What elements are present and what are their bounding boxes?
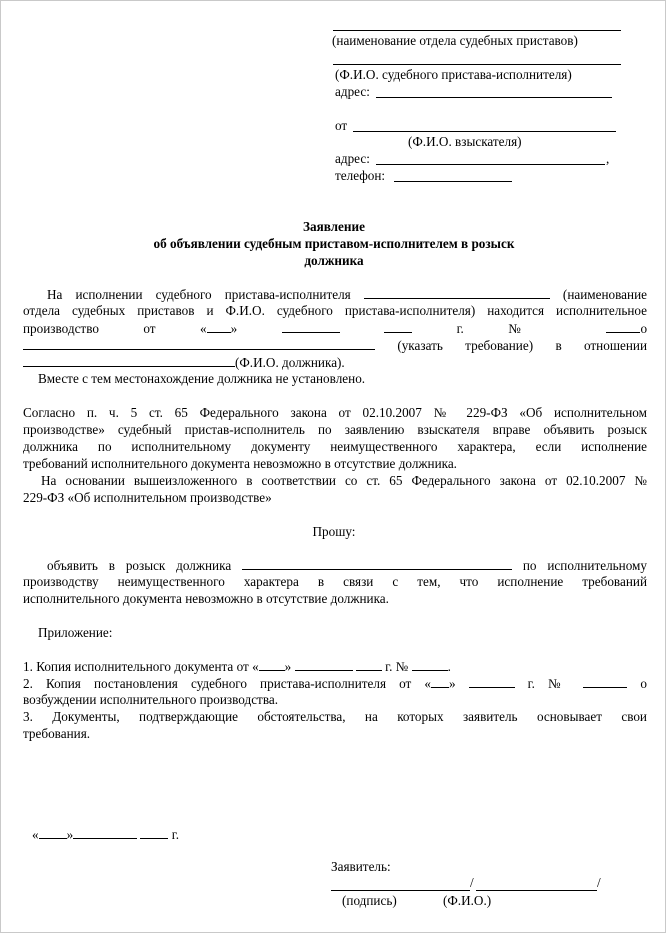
att1-year-blank	[356, 658, 382, 671]
att1-number-blank	[412, 658, 448, 671]
case-number-blank	[606, 320, 640, 333]
claimant-caption: (Ф.И.О. взыскателя)	[408, 134, 522, 149]
claimant-address-label: адрес:	[335, 151, 370, 166]
dept-name-line	[333, 30, 621, 31]
document-title-line1: Заявление	[303, 219, 365, 234]
signature-caption: (подпись)	[342, 893, 397, 908]
para3-line4: требований исполнительного документа невозможно в отсутствие должника.	[23, 456, 457, 471]
date-month-blank	[73, 826, 137, 839]
phone-line	[394, 181, 512, 182]
name-caption: (Ф.И.О.)	[443, 893, 492, 908]
month-blank	[282, 320, 340, 333]
bailiff-caption: (Ф.И.О. судебного пристава-исполнителя)	[335, 67, 572, 82]
request-line3: исполнительного документа невозможно в отсутствие должника.	[23, 591, 389, 606]
date-day-blank	[39, 826, 67, 839]
document-title-line2: об объявлении судебным приставом-исполнителем в розыск	[153, 236, 515, 251]
requirement-blank	[23, 337, 375, 350]
bailiff-blank	[364, 286, 550, 299]
signature-line	[331, 890, 470, 891]
attachment-item2-line2: возбуждении исполнительного производства.	[23, 692, 279, 707]
signature-slash-left: /	[470, 875, 474, 890]
para4-line2: 229-ФЗ «Об исполнительном производстве»	[23, 490, 272, 505]
name-line	[476, 890, 597, 891]
para3-line3: должника по исполнительному документу неимущественного характера, если исполнение	[23, 439, 647, 454]
request-line2: производству неимущественного характера в связи с тем, что исполнение требований	[23, 574, 647, 589]
request-heading: Прошу:	[312, 524, 356, 539]
para2: Вместе с тем местонахождение должника не установлено.	[38, 371, 366, 386]
para4-line1: На основании вышеизложенного в соответствии со ст. 65 Федерального закона от 02.10.2007 №	[41, 473, 647, 488]
att2-month-blank	[469, 675, 515, 688]
year-blank	[384, 320, 412, 333]
attachment-item3-line1: 3. Документы, подтверждающие обстоятельства, на которых заявитель основывает свои	[23, 709, 647, 724]
from-label: от	[335, 118, 348, 133]
att1-month-blank	[295, 658, 353, 671]
att2-day-blank	[431, 675, 449, 688]
attachment-item2-line1: 2. Копия постановления судебного пристава-исполнителя от « » г. № о	[23, 676, 648, 691]
para3-line2: производстве» судебный пристав-исполнитель по заявлению взыскателя вправе объявить розыск	[23, 422, 647, 437]
signature-slash-right: /	[597, 875, 601, 890]
address-comma: ,	[606, 151, 610, 166]
attachment-item1: 1. Копия исполнительного документа от « » г. № .	[23, 659, 451, 674]
att1-day-blank	[259, 658, 285, 671]
claimant-name-line	[353, 131, 616, 132]
para1-line2: отдела судебных приставов и Ф.И.О. судебного пристава-исполнителя) находится исполнительное	[23, 303, 647, 318]
claimant-address-line	[376, 164, 605, 165]
para1-line5: (Ф.И.О. должника).	[23, 354, 345, 372]
bailiff-address-line	[376, 97, 612, 98]
document-date: « » г.	[32, 827, 179, 842]
bailiff-name-line	[333, 64, 621, 65]
request-line1: объявить в розыск должника по исполнительному	[47, 558, 647, 573]
document-title-line3: должника	[304, 253, 364, 268]
para1-line4: (указать требование) в отношении	[23, 337, 647, 355]
debtor-name-blank	[23, 354, 235, 367]
applicant-label: Заявитель:	[331, 859, 391, 874]
day-blank	[207, 320, 231, 333]
debtor-blank	[242, 557, 512, 570]
bailiff-address-label: адрес:	[335, 84, 370, 99]
phone-label: телефон:	[335, 168, 386, 183]
dept-caption: (наименование отдела судебных приставов)	[332, 33, 578, 48]
date-year-blank	[140, 826, 168, 839]
para1-line1: На исполнении судебного пристава-исполнителя (наименование	[47, 287, 648, 302]
attachment-item3-line2: требования.	[23, 726, 91, 741]
para1-line3: производство от « » г. № о	[23, 321, 648, 336]
attachments-heading: Приложение:	[38, 625, 113, 640]
att2-number-blank	[583, 675, 627, 688]
para3-line1: Согласно п. ч. 5 ст. 65 Федерального закона от 02.10.2007 № 229-ФЗ «Об исполнительном	[23, 405, 647, 420]
